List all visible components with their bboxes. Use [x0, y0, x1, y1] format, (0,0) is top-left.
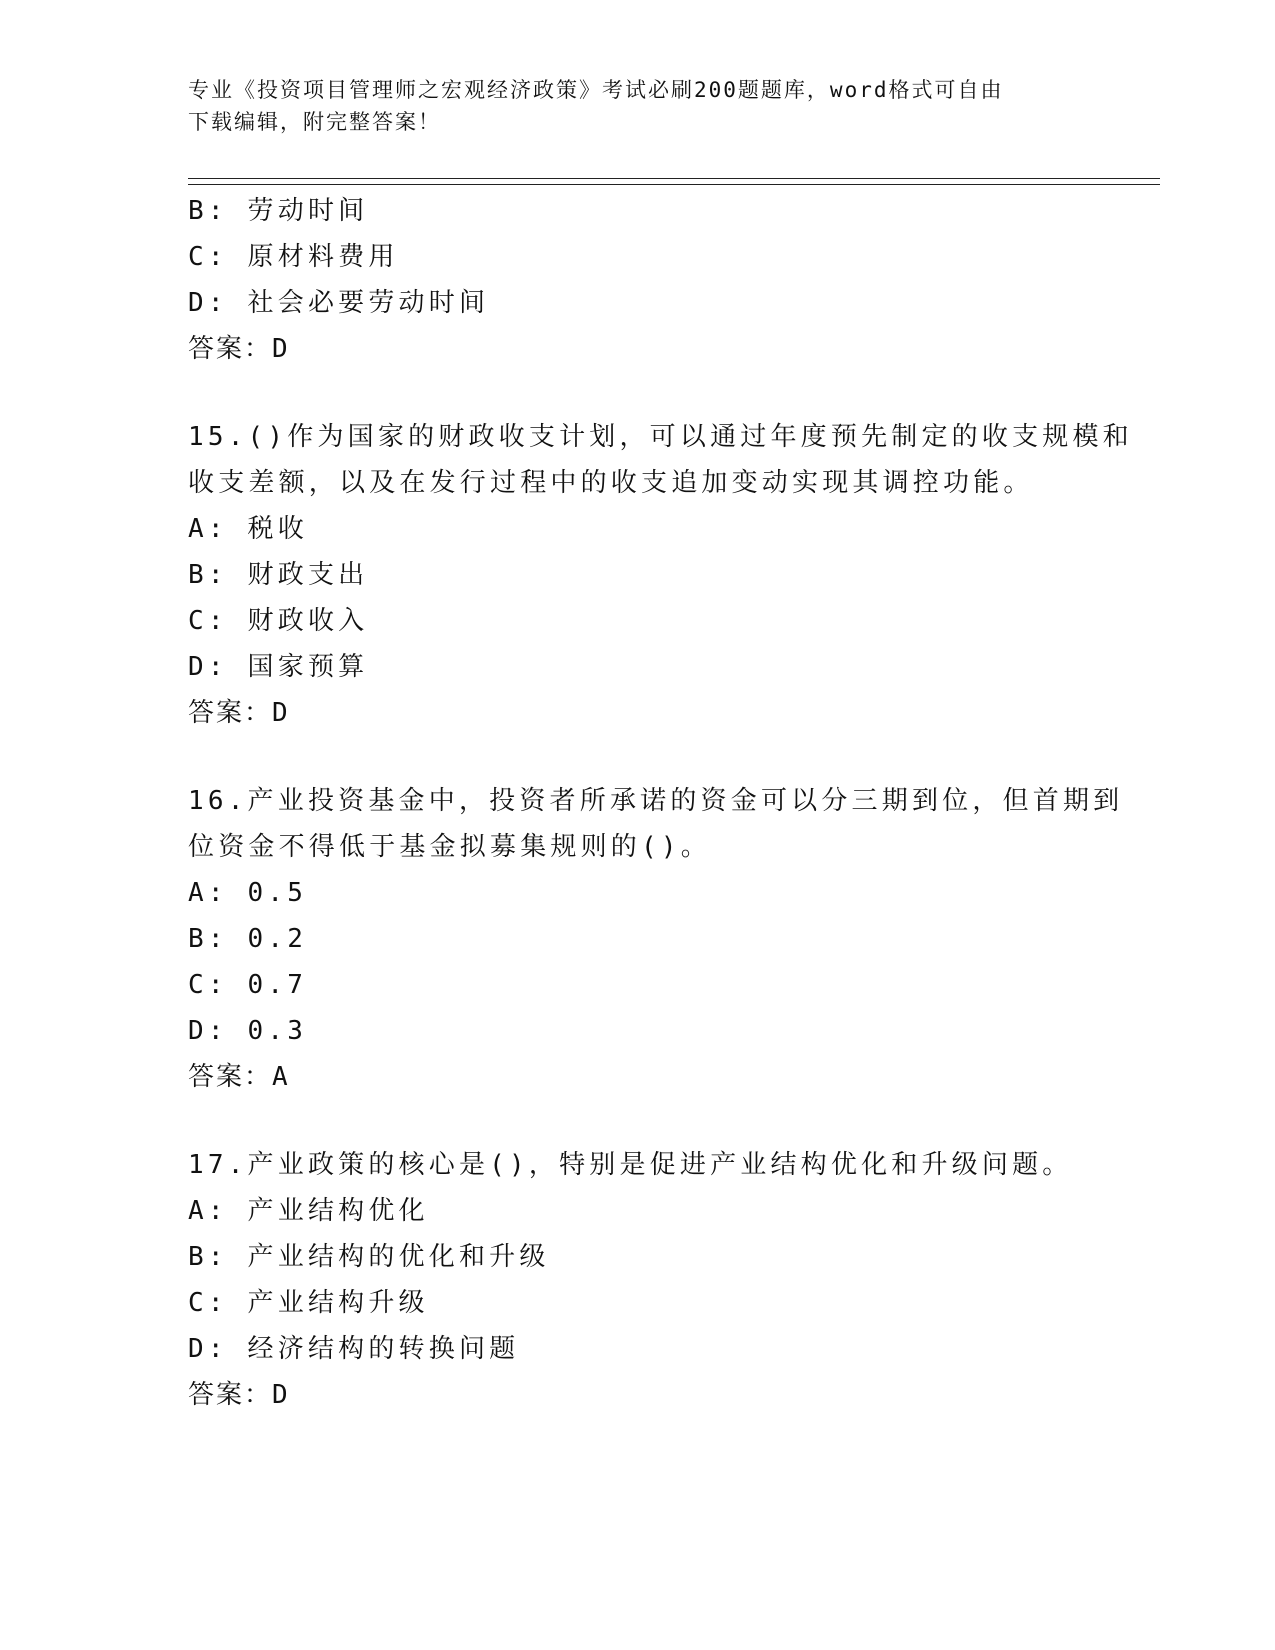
question-text-line: 15.()作为国家的财政收支计划，可以通过年度预先制定的收支规模和: [188, 422, 1133, 452]
option-b: B: 0.2: [188, 924, 308, 954]
answer-line: 答案：D: [188, 698, 290, 728]
option-b: B: 产业结构的优化和升级: [188, 1242, 550, 1272]
question-text-line: 17.产业政策的核心是()，特别是促进产业结构优化和升级问题。: [188, 1150, 1073, 1180]
question-block-15: [188, 414, 1133, 736]
option-d: D: 国家预算: [188, 652, 369, 682]
question-block-16: [188, 778, 1124, 1100]
option-d: D: 社会必要劳动时间: [188, 288, 490, 318]
question-text-line: 收支差额，以及在发行过程中的收支追加变动实现其调控功能。: [188, 468, 1034, 498]
option-c: C: 原材料费用: [188, 242, 399, 272]
question-list: [188, 188, 1133, 1418]
option-a: A: 产业结构优化: [188, 1196, 429, 1226]
answer-line: 答案：D: [188, 334, 290, 364]
document-header: [188, 74, 1068, 138]
answer-line: 答案：D: [188, 1380, 290, 1410]
option-c: C: 0.7: [188, 970, 308, 1000]
header-line-1: 专业《投资项目管理师之宏观经济政策》考试必刷200题题库，word格式可自由: [188, 78, 1004, 102]
option-b: B: 财政支出: [188, 560, 369, 590]
option-a: A: 0.5: [188, 878, 308, 908]
option-c: C: 产业结构升级: [188, 1288, 429, 1318]
header-divider-bottom: [188, 184, 1160, 185]
header-divider-top: [188, 178, 1160, 179]
question-text-line: 位资金不得低于基金拟募集规则的()。: [188, 832, 711, 862]
question-text-line: 16.产业投资基金中，投资者所承诺的资金可以分三期到位，但首期到: [188, 786, 1124, 816]
header-line-2: 下载编辑，附完整答案！: [188, 110, 441, 134]
option-b: B: 劳动时间: [188, 196, 369, 226]
carryover-question-block: [188, 188, 1088, 372]
option-d: D: 0.3: [188, 1016, 308, 1046]
option-d: D: 经济结构的转换问题: [188, 1334, 520, 1364]
question-block-17: [188, 1142, 1088, 1418]
option-c: C: 财政收入: [188, 606, 369, 636]
answer-line: 答案：A: [188, 1062, 290, 1092]
option-a: A: 税收: [188, 514, 308, 544]
